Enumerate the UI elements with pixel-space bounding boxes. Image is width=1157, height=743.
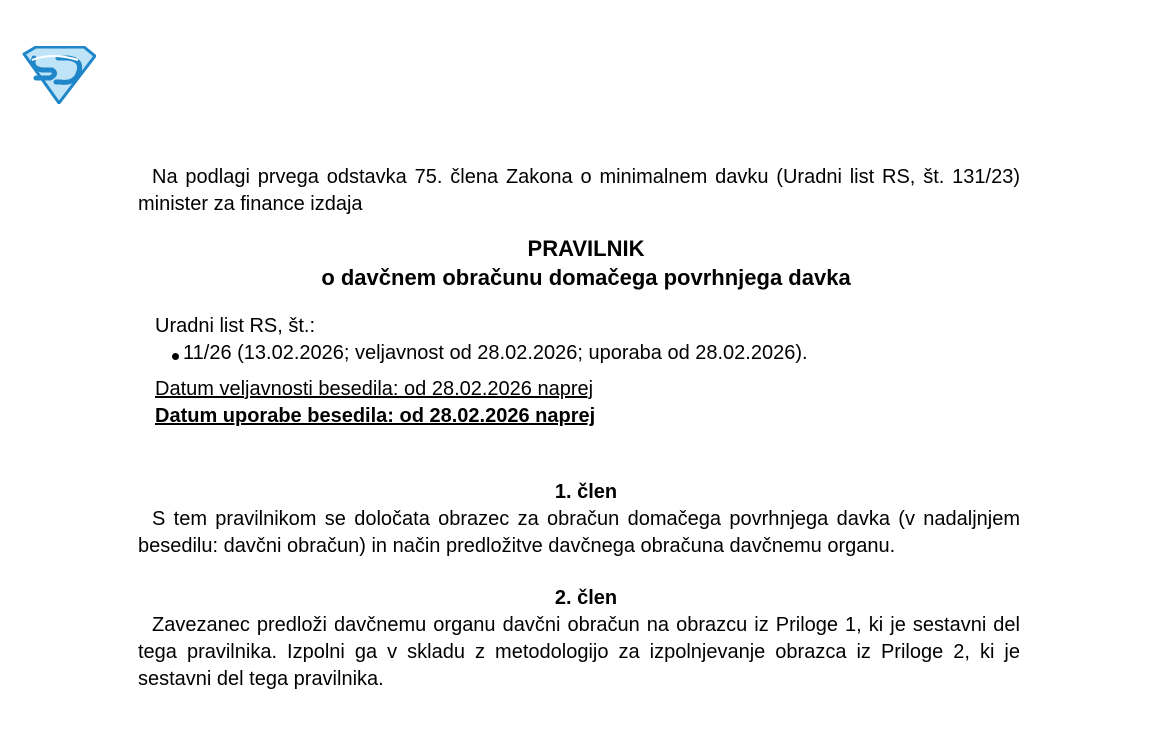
validity-dates <box>138 376 1020 430</box>
bullet-icon <box>172 353 179 360</box>
article-1-title: 1. člen <box>554 481 618 503</box>
title-line-1: PRAVILNIK <box>527 236 645 261</box>
gazette-entry-text: 11/26 (13.02.2026; veljavnost od 28.02.2026; uporaba od 28.02.2026). <box>183 342 808 364</box>
application-date-link[interactable]: Datum uporabe besedila: od 28.02.2026 naprej <box>155 405 596 427</box>
document-body <box>138 164 1020 693</box>
article-2-title: 2. člen <box>554 587 618 609</box>
title-line-2: o davčnem obračunu domačega povrhnjega davka <box>321 265 851 290</box>
article-2-text: Zavezanec predloži davčnemu organu davčni obračun na obrazcu iz Priloge 1, ki je sestavni del tega pravilnika. Izpolni ga v skladu z metodologijo za izpolnjevanje obrazca iz Priloge 2, ki je sestavni del tega pravilnika. <box>138 614 1020 690</box>
gazette-entry <box>155 340 1020 367</box>
publisher-logo-icon <box>22 46 96 104</box>
preamble-text: Na podlagi prvega odstavka 75. člena Zakona o minimalnem davku (Uradni list RS, št. 131/23) minister za finance izdaja <box>138 166 1020 215</box>
gazette-label: Uradni list RS, št.: <box>155 315 316 337</box>
article-1-text: S tem pravilnikom se določata obrazec za obračun domačega povrhnjega davka (v nadaljnjem besedilu: davčni obračun) in način predložitve davčnega obračuna davčnemu organu. <box>138 508 1020 557</box>
validity-date-link[interactable]: Datum veljavnosti besedila: od 28.02.2026 naprej <box>155 378 594 400</box>
document-title <box>138 234 1020 292</box>
gazette-references <box>138 313 1020 367</box>
